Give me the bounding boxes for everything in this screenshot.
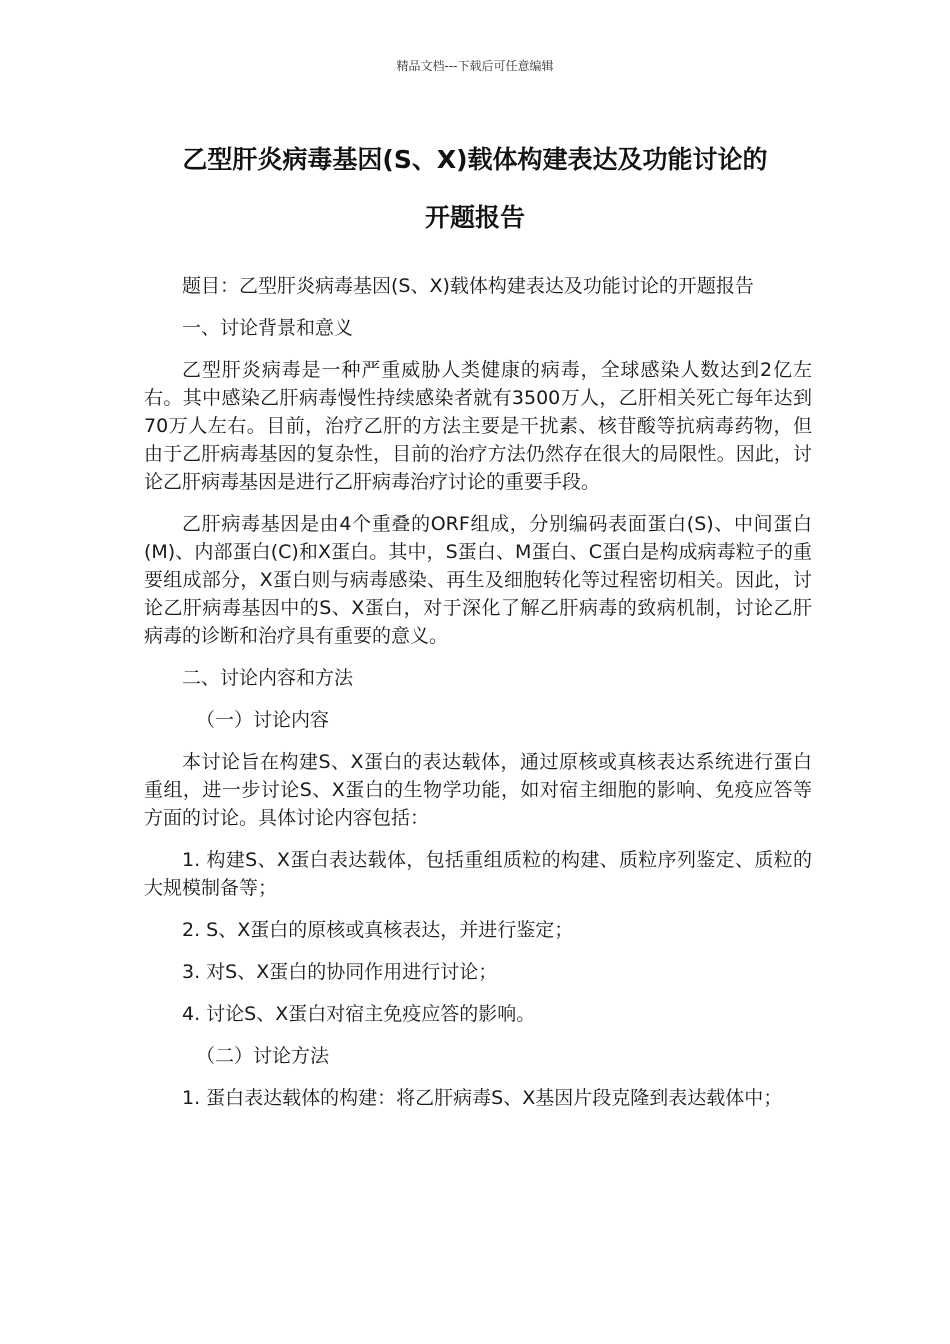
section-heading-background: 一、讨论背景和意义 xyxy=(182,317,354,339)
body-paragraph: 乙型肝炎病毒是一种严重威胁人类健康的病毒，全球感染人数达到2亿左右。其中感染乙肝病毒慢性持续感染者就有3500万人，乙肝相关死亡每年达到70万人左右。目前，治疗乙肝的方法主要是干扰素、核苷酸等抗病毒药物，但由于乙肝病毒基因的复杂性，目前的治疗方法仍然存在很大的局限性。因此，讨论乙肝病毒基因是进行乙肝病毒治疗讨论的重要手段。 xyxy=(144,359,812,493)
list-item: 4. 讨论S、X蛋白对宿主免疫应答的影响。 xyxy=(182,1003,536,1025)
topic-paragraph: 题目：乙型肝炎病毒基因(S、X)载体构建表达及功能讨论的开题报告 xyxy=(182,275,754,297)
body-paragraph: 乙肝病毒基因是由4个重叠的ORF组成，分别编码表面蛋白(S)、中间蛋白(M)、内部蛋白(C)和X蛋白。其中，S蛋白、M蛋白、C蛋白是构成病毒粒子的重要组成部分，X蛋白则与病毒感染、再生及细胞转化等过程密切相关。因此，讨论乙肝病毒基因中的S、X蛋白，对于深化了解乙肝病毒的致病机制，讨论乙肝病毒的诊断和治疗具有重要的意义。 xyxy=(144,513,812,647)
section-heading-content-methods: 二、讨论内容和方法 xyxy=(182,667,354,689)
header-note: 精品文档---下载后可任意编辑 xyxy=(396,59,554,73)
document-title-line-2: 开题报告 xyxy=(424,203,525,232)
document-title-line-1: 乙型肝炎病毒基因(S、X)载体构建表达及功能讨论的 xyxy=(182,145,768,174)
document-body xyxy=(144,272,812,1126)
list-item: 1. 构建S、X蛋白表达载体，包括重组质粒的构建、质粒序列鉴定、质粒的大规模制备等； xyxy=(144,849,812,899)
list-item: 1. 蛋白表达载体的构建：将乙肝病毒S、X基因片段克隆到表达载体中； xyxy=(182,1087,783,1109)
list-item: 2. S、X蛋白的原核或真核表达，并进行鉴定； xyxy=(182,919,574,941)
list-item: 3. 对S、X蛋白的协同作用进行讨论； xyxy=(182,961,498,983)
subsection-heading-methods: （二）讨论方法 xyxy=(196,1045,330,1067)
body-paragraph: 本讨论旨在构建S、X蛋白的表达载体，通过原核或真核表达系统进行蛋白重组，进一步讨论S、X蛋白的生物学功能，如对宿主细胞的影响、免疫应答等方面的讨论。具体讨论内容包括： xyxy=(144,751,812,829)
subsection-heading-content: （一）讨论内容 xyxy=(196,709,330,731)
